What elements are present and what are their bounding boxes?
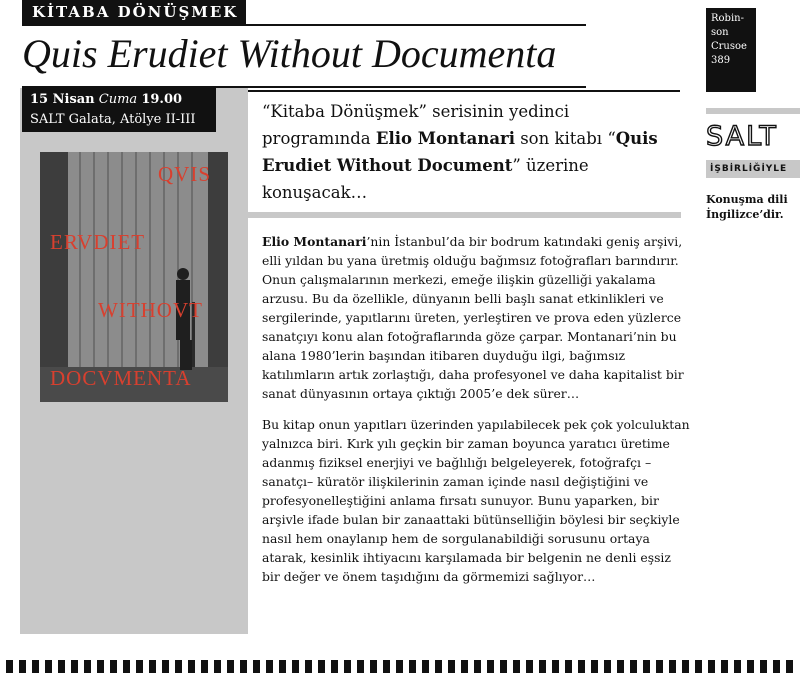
strip-dash	[773, 660, 780, 673]
event-time: 19.00	[141, 92, 183, 107]
body-name: Elio Montanari	[262, 234, 367, 249]
body-span: ’nin İstanbul’da bir bodrum katındaki geniş arşivi, elli yıldan bu yana üretmiş olduğu bağımsız fotoğrafları barındırır. Onun çalışmalarının merkezi, emeğe ilişkin güzelliği yakalama arzusu. Bu da özellikle, dünyanın belli başlı sanat etkinlikleri ve sergilerinde, yapıtlarını üreten, yerleştiren ve prova eden yüzlerce sanatçıyı konu alan fotoğraflarında göze çarpar. Montanari’nin bu alana 1980’lerin başından itibaren duyduğu ilgi, bağımsız katılımların artık zorlaştığı, daha profesyonel ve daha kapitalist bir sanat dünyasının ortaya çıktığı 2005’e dek sürer…	[262, 234, 684, 401]
strip-dash	[370, 660, 377, 673]
strip-dash	[500, 660, 507, 673]
event-date: 15 Nisan	[30, 92, 95, 107]
strip-dash	[656, 660, 663, 673]
cover-word: DOCVMENTA	[50, 366, 192, 390]
collaboration-label: İŞBİRLİĞİYLE	[706, 160, 800, 178]
strip-dash	[253, 660, 260, 673]
strip-dash	[487, 660, 494, 673]
event-datetime	[30, 90, 216, 110]
strip-dash	[58, 660, 65, 673]
strip-dash	[292, 660, 299, 673]
cover-photo-icon	[40, 152, 228, 402]
strip-dash	[708, 660, 715, 673]
cover-word: WITHOVT	[98, 298, 203, 322]
strip-dash	[565, 660, 572, 673]
strip-dash	[344, 660, 351, 673]
book-cover-image	[40, 152, 228, 402]
salt-top-bar	[706, 108, 800, 114]
strip-dash	[357, 660, 364, 673]
strip-dash	[110, 660, 117, 673]
strip-dash	[188, 660, 195, 673]
event-venue: SALT Galata, Atölye II-III	[30, 112, 196, 127]
intro-shadow-bar	[248, 212, 681, 218]
strip-dash	[227, 660, 234, 673]
strip-dash	[136, 660, 143, 673]
strip-dash	[318, 660, 325, 673]
strip-dash	[266, 660, 273, 673]
strip-dash	[331, 660, 338, 673]
strip-dash	[669, 660, 676, 673]
strip-dash	[448, 660, 455, 673]
strip-dash	[383, 660, 390, 673]
cover-word: ERVDIET	[50, 230, 146, 254]
top-rule	[22, 24, 586, 26]
book-title: Quis Erudiet Without Document	[262, 129, 658, 175]
language-note: Konuşma dili İngilizce’dir.	[706, 193, 788, 221]
event-info	[22, 88, 216, 132]
strip-dash	[604, 660, 611, 673]
page-title: Quis Erudiet Without Documenta	[22, 31, 557, 76]
strip-dash	[760, 660, 767, 673]
strip-dash	[591, 660, 598, 673]
intro-part: son kitabı “	[514, 129, 616, 148]
strip-dash	[526, 660, 533, 673]
strip-dash	[19, 660, 26, 673]
strip-dash	[539, 660, 546, 673]
strip-dash	[695, 660, 702, 673]
strip-dash	[513, 660, 520, 673]
body-text	[262, 232, 692, 598]
intro-part: ” üzerine konuşacak…	[262, 156, 589, 202]
strip-dash	[123, 660, 130, 673]
strip-dash	[409, 660, 416, 673]
strip-dash	[578, 660, 585, 673]
strip-dash	[71, 660, 78, 673]
strip-dash	[149, 660, 156, 673]
strip-dash	[734, 660, 741, 673]
strip-dash	[630, 660, 637, 673]
strip-dash	[643, 660, 650, 673]
badge-line: 389	[711, 55, 731, 66]
strip-dash	[721, 660, 728, 673]
strip-dash	[552, 660, 559, 673]
body-paragraph	[262, 232, 692, 403]
strip-dash	[32, 660, 39, 673]
strip-dash	[175, 660, 182, 673]
cover-word: QVIS	[158, 162, 212, 186]
strip-dash	[84, 660, 91, 673]
intro-text	[262, 98, 672, 206]
strip-dash	[461, 660, 468, 673]
strip-dash	[162, 660, 169, 673]
strip-dash	[97, 660, 104, 673]
strip-dash	[786, 660, 793, 673]
salt-logo: SALT	[706, 121, 778, 152]
event-weekday: Cuma	[98, 92, 138, 107]
strip-dash	[682, 660, 689, 673]
strip-dash	[279, 660, 286, 673]
strip-dash	[617, 660, 624, 673]
intro-rule	[248, 90, 680, 92]
strip-dash	[201, 660, 208, 673]
strip-dash	[45, 660, 52, 673]
strip-dash	[396, 660, 403, 673]
strip-dash	[305, 660, 312, 673]
strip-dash	[747, 660, 754, 673]
series-label: KİTABA DÖNÜŞMEK	[22, 0, 246, 24]
intro-part: “Kitaba Dönüşmek” serisinin yedinci programında	[262, 102, 570, 148]
strip-dash	[240, 660, 247, 673]
badge-line: Robin-	[711, 13, 744, 24]
speaker-name: Elio Montanari	[375, 129, 515, 148]
strip-dash	[422, 660, 429, 673]
series-number-badge	[706, 8, 756, 92]
strip-dash	[214, 660, 221, 673]
strip-dash	[435, 660, 442, 673]
strip-dash	[474, 660, 481, 673]
badge-line: son	[711, 27, 729, 38]
film-strip-border	[0, 658, 800, 675]
strip-dash	[6, 660, 13, 673]
body-paragraph: Bu kitap onun yapıtları üzerinden yapılabilecek pek çok yolculuktan yalnızca biri. Kırk yılı geçkin bir zaman boyunca yaratıcı üretime adanmış fiziksel enerjiyi ve bağlılığı belgeleyerek, fotoğrafçı –sanatçı– küratör ilişkilerinin zaman içinde nasıl değiştiğini ve profesyonelleştiğini anlama fırsatı sunuyor. Bunu yaparken, bir arşivle ifade bulan bir zanaattaki bütünselliğin böylesi bir seçkiyle nasıl hem onaylanıp hem de sorgulanabildiği sorusunu ortaya atarak, kesinlik ihtiyacını karşılamada bir belgenin ne denli eşsiz bir değer ve önem taşıdığını da görmemizi sağlıyor…	[262, 417, 690, 584]
badge-line: Crusoe	[711, 41, 747, 52]
